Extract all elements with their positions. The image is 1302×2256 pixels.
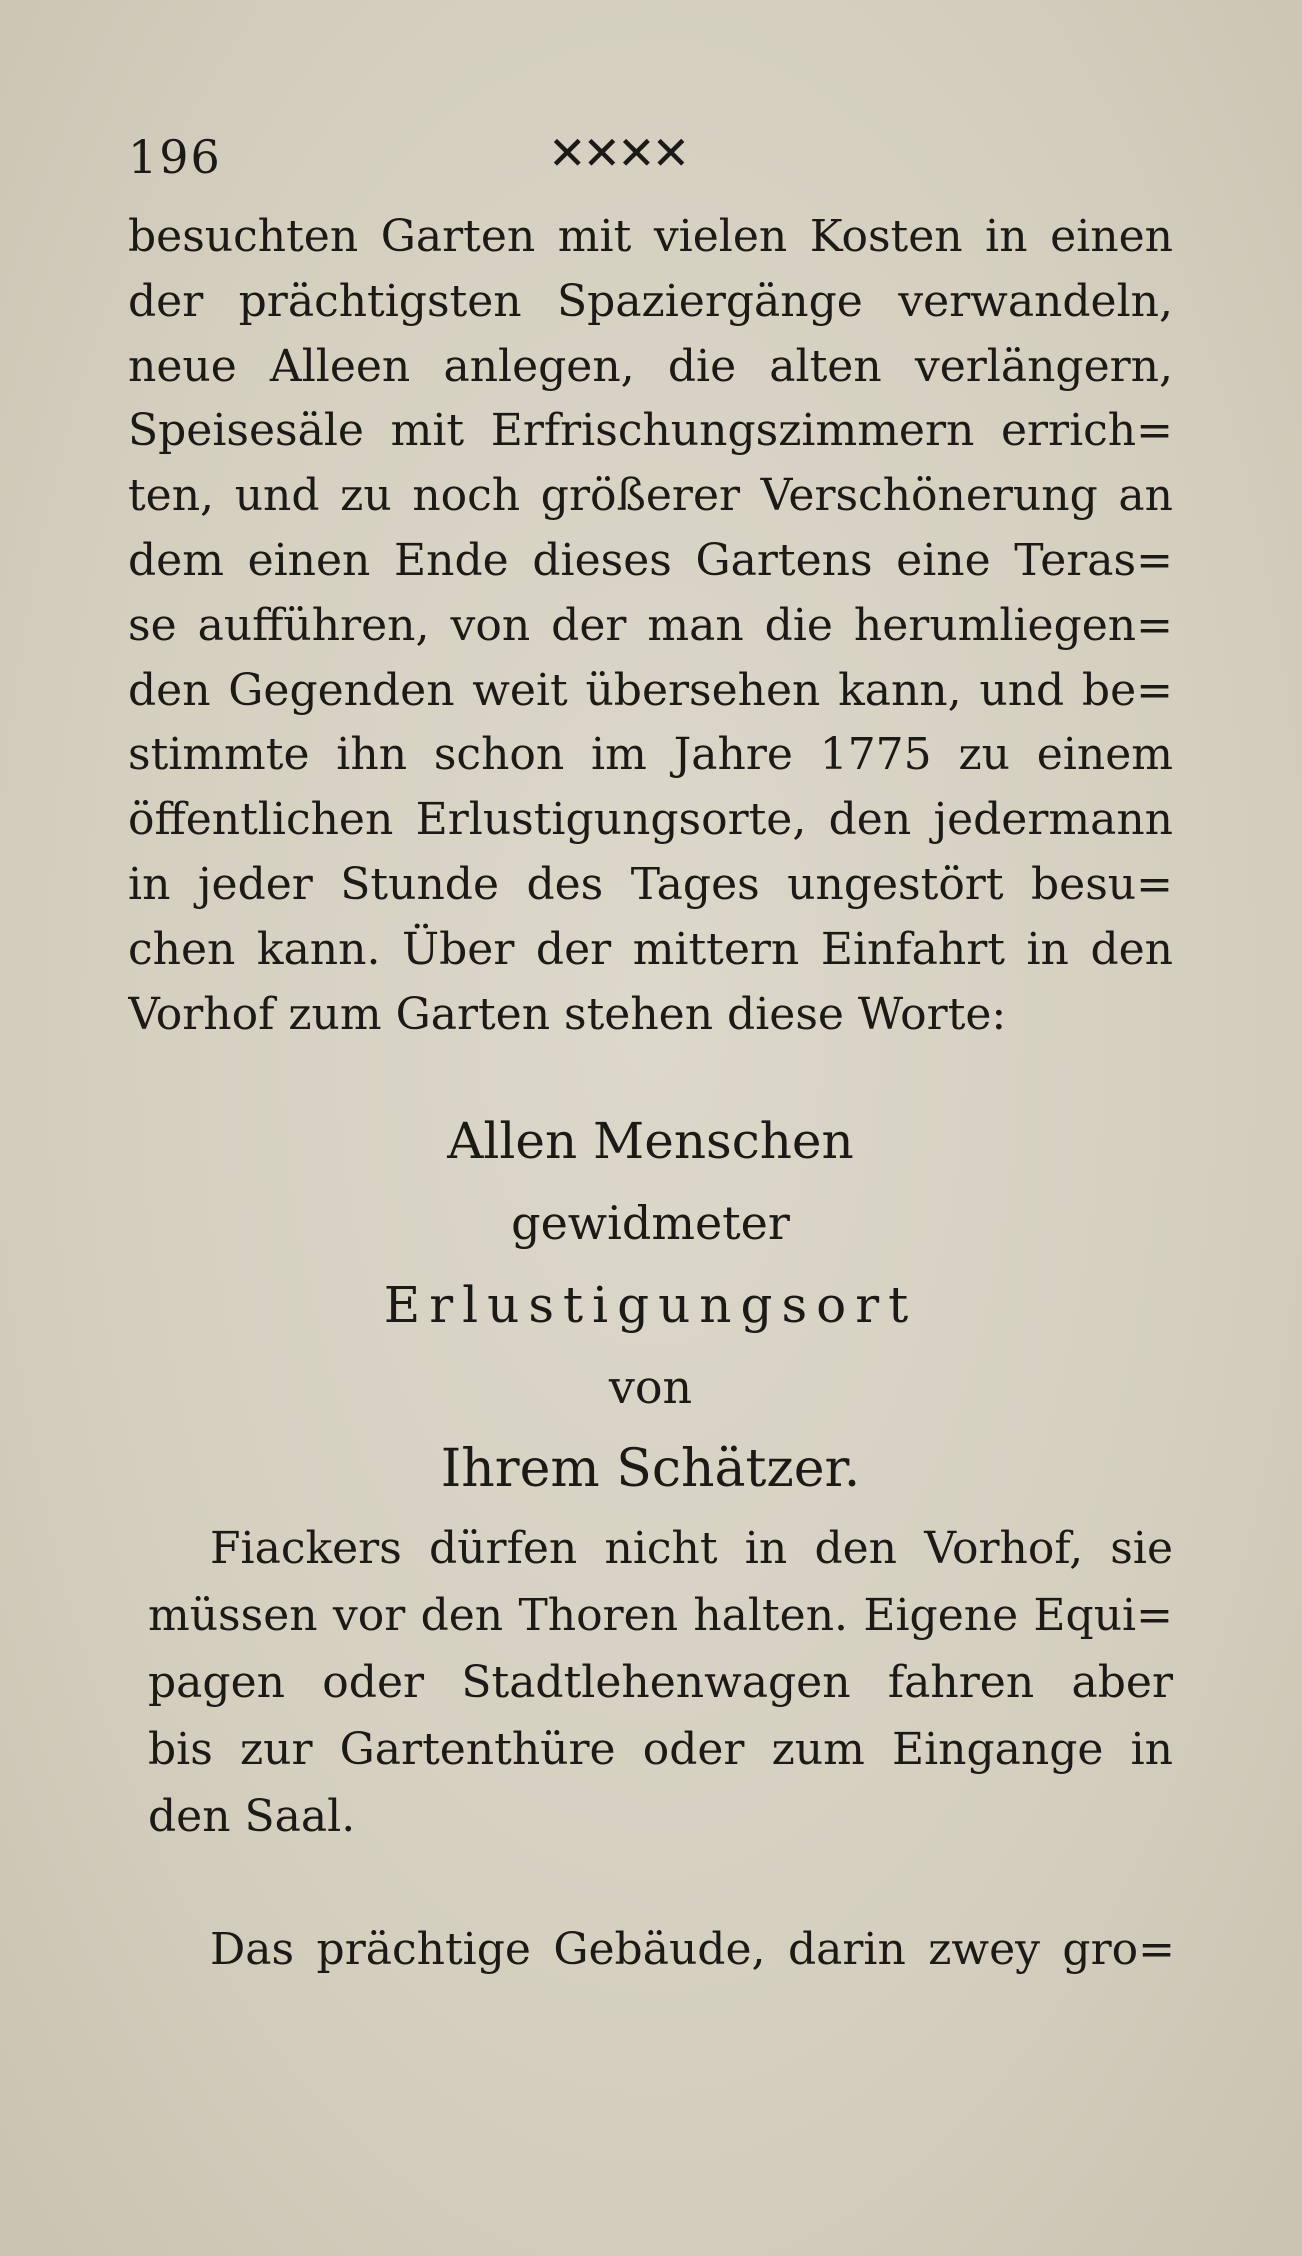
- inscription-block: [128, 1100, 1173, 1510]
- text-line: den Gegenden weit übersehen kann, und be=: [128, 664, 1173, 716]
- text-line: Das prächtige Gebäude, darin zwey gro=: [210, 1924, 1175, 1975]
- text-line: Fiackers dürfen nicht in den Vorhof, sie: [210, 1523, 1173, 1574]
- text-line: chen kann. Über der mittern Einfahrt in den: [128, 923, 1173, 975]
- paragraph-1: [128, 205, 1173, 1047]
- text-line: besuchten Garten mit vielen Kosten in einen: [128, 211, 1173, 262]
- text-line: se aufführen, von der man die herumliegen=: [128, 599, 1173, 651]
- text-line: in jeder Stunde des Tages ungestört besu=: [128, 858, 1173, 910]
- page-header: [128, 120, 1178, 200]
- text-line: stimmte ihn schon im Jahre 1775 zu einem: [128, 729, 1173, 781]
- text-line: Speisesäle mit Erfrischungszimmern errich=: [128, 405, 1173, 457]
- text-line: Vorhof zum Garten stehen diese Worte:: [128, 988, 1007, 1040]
- inscription-line: gewidmeter: [511, 1196, 790, 1250]
- paragraph-3: [210, 1915, 1175, 1985]
- inscription-line: Erlustigungsort: [383, 1276, 918, 1334]
- text-line: den Saal.: [148, 1791, 356, 1842]
- text-line: ten, und zu noch größerer Verschönerung an: [128, 470, 1173, 522]
- inscription-line: von: [608, 1360, 693, 1414]
- paragraph-2: [148, 1515, 1173, 1850]
- text-line: öffentlichen Erlustigungsorte, den jedermann: [128, 794, 1173, 846]
- inscription-line: Ihrem Schätzer.: [440, 1439, 861, 1499]
- text-line: bis zur Gartenthüre oder zum Eingange in: [148, 1724, 1173, 1775]
- text-line: müssen vor den Thoren halten. Eigene Equi=: [148, 1590, 1173, 1641]
- inscription-line: Allen Menschen: [447, 1112, 854, 1170]
- text-line: dem einen Ende dieses Gartens eine Teras=: [128, 534, 1173, 586]
- header-ornament: ✕✕✕✕: [548, 126, 687, 180]
- text-line: neue Alleen anlegen, die alten verlängern,: [128, 340, 1173, 392]
- text-line: der prächtigsten Spaziergänge verwandeln,: [128, 275, 1173, 327]
- text-line: pagen oder Stadtlehenwagen fahren aber: [148, 1657, 1173, 1708]
- page-number: 196: [128, 130, 222, 184]
